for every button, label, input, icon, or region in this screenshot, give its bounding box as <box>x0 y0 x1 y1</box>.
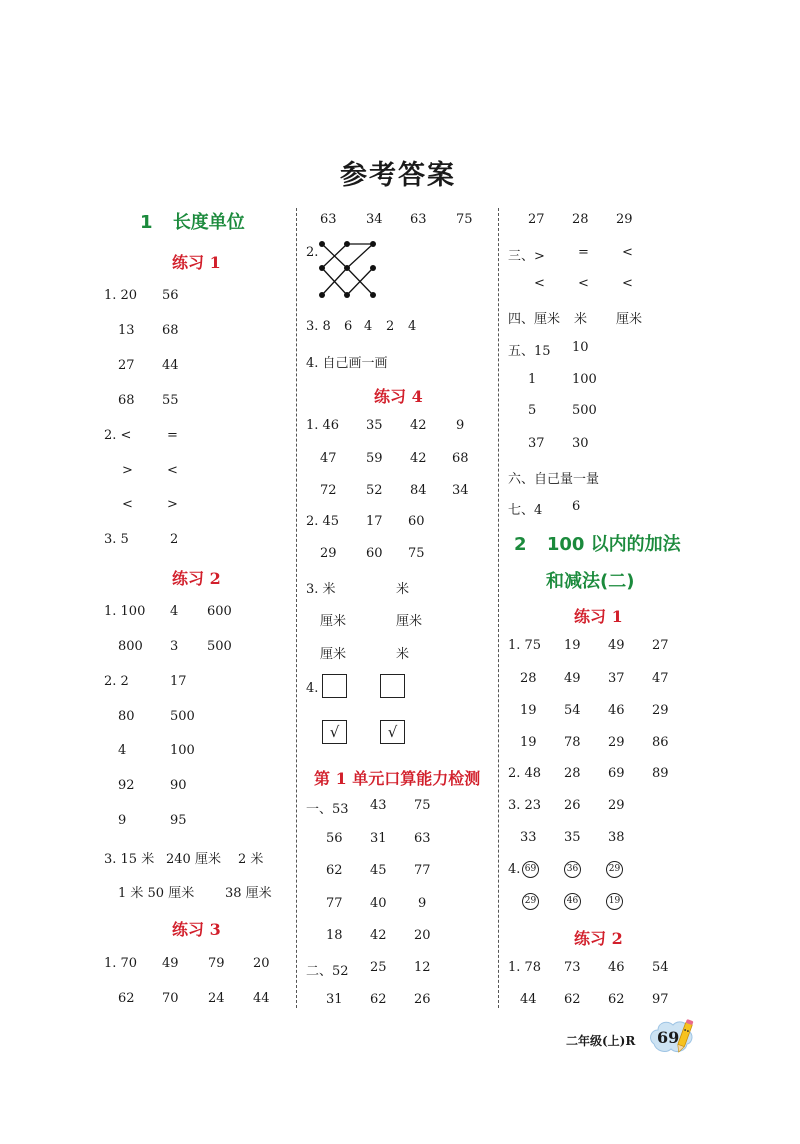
answer-text: < <box>167 463 178 478</box>
answer-text: 27 <box>118 358 135 373</box>
answer-text: 三、> <box>508 249 545 264</box>
answer-text: 4 <box>118 743 127 758</box>
answer-text: 四、厘米 <box>508 312 561 327</box>
answer-text: 4 <box>364 319 373 334</box>
answer-text: 1. 20 <box>104 288 138 303</box>
dot <box>344 241 350 247</box>
answer-text: 240 厘米 <box>166 852 221 867</box>
answer-text: 95 <box>170 813 187 828</box>
answer-text: 49 <box>162 956 179 971</box>
answer-box <box>380 720 405 744</box>
column-divider <box>296 208 297 1008</box>
answer-text: 62 <box>564 992 581 1007</box>
answer-text: 20 <box>253 956 270 971</box>
unit-2-heading <box>514 530 681 556</box>
answer-text: 9 <box>456 418 465 433</box>
answer-text: 29 <box>652 703 669 718</box>
answer-text: 44 <box>520 992 537 1007</box>
answer-box <box>380 674 405 698</box>
grade-label: 二年级(上)R <box>566 1034 636 1048</box>
answer-text: 27 <box>528 212 545 227</box>
dot <box>319 292 325 298</box>
answer-text: 2 米 <box>238 852 264 867</box>
check-box: √ <box>380 720 405 744</box>
answer-text: 2. 45 <box>306 514 340 529</box>
answer-text: 2. < <box>104 428 132 443</box>
unit-1-heading <box>140 208 245 234</box>
answer-text: 26 <box>414 992 431 1007</box>
answer-text: 3. 15 米 <box>104 852 155 867</box>
answer-text: 19 <box>520 703 537 718</box>
answer-text: 米 <box>396 647 410 662</box>
circled-row <box>522 892 648 910</box>
section-heading: 练习 1 <box>574 607 623 626</box>
answer-text: 1. 70 <box>104 956 138 971</box>
circled-number: 29 <box>522 893 539 910</box>
answer-text: 30 <box>572 436 589 451</box>
answer-text: 52 <box>366 483 383 498</box>
answer-text: 28 <box>572 212 589 227</box>
answer-text: 70 <box>162 991 179 1006</box>
answer-text: 800 <box>118 639 143 654</box>
answer-text: 1 <box>528 372 537 387</box>
answer-text: 17 <box>366 514 383 529</box>
answer-text: 1. 78 <box>508 960 542 975</box>
answer-text: 63 <box>414 831 431 846</box>
answer-text: 9 <box>118 813 127 828</box>
answer-text: 54 <box>652 960 669 975</box>
answer-text: 2 <box>386 319 395 334</box>
answer-text: < <box>578 276 589 291</box>
answer-text: > <box>122 463 133 478</box>
answer-text: 26 <box>564 798 581 813</box>
answer-text: 米 <box>574 312 588 327</box>
answer-text: 37 <box>608 671 625 686</box>
answer-text: 4 <box>170 604 179 619</box>
answer-text: 49 <box>608 638 625 653</box>
answer-text: 49 <box>564 671 581 686</box>
answer-text: = <box>578 245 589 260</box>
answer-text: 63 <box>320 212 337 227</box>
answer-text: 500 <box>170 709 195 724</box>
dot <box>370 292 376 298</box>
answer-text: 1. 100 <box>104 604 146 619</box>
answer-text: 68 <box>162 323 179 338</box>
answer-text: 60 <box>366 546 383 561</box>
answer-text: 六、自己量一量 <box>508 472 600 487</box>
answer-text: 31 <box>370 831 387 846</box>
answer-text: 9 <box>418 896 427 911</box>
dot <box>319 265 325 271</box>
dot <box>344 265 350 271</box>
answer-text: 3 <box>170 639 179 654</box>
answer-text: = <box>167 428 178 443</box>
answer-text: 47 <box>652 671 669 686</box>
answer-text: 38 <box>608 830 625 845</box>
answer-text: 69 <box>608 766 625 781</box>
answer-text: 92 <box>118 778 135 793</box>
section-heading: 练习 1 <box>172 253 221 272</box>
answer-text: 77 <box>414 863 431 878</box>
answer-text: 4. <box>508 862 521 877</box>
answer-text: 42 <box>370 928 387 943</box>
answer-text: 13 <box>118 323 135 338</box>
column-divider <box>498 208 499 1008</box>
answer-text: 68 <box>452 451 469 466</box>
circled-number: 69 <box>522 861 539 878</box>
empty-box <box>322 674 347 698</box>
answer-text: 100 <box>572 372 597 387</box>
unit-1-number: 1 <box>140 212 153 233</box>
answer-text: < <box>622 276 633 291</box>
circled-number: 19 <box>606 893 623 910</box>
answer-text: 62 <box>370 992 387 1007</box>
check-box: √ <box>322 720 347 744</box>
answer-text: 2. 2 <box>104 674 129 689</box>
answer-text: 厘米 <box>396 614 423 629</box>
circled-number: 36 <box>564 861 581 878</box>
answer-text: 19 <box>520 735 537 750</box>
answer-text: 73 <box>564 960 581 975</box>
section-heading: 练习 2 <box>574 929 623 948</box>
answer-text: 12 <box>414 960 431 975</box>
answer-text: 97 <box>652 992 669 1007</box>
answer-text: 4. <box>306 681 319 696</box>
circled-row <box>522 860 648 878</box>
dot <box>319 241 325 247</box>
answer-text: 62 <box>608 992 625 1007</box>
answer-text: 27 <box>652 638 669 653</box>
answer-text: 厘米 <box>616 312 643 327</box>
answer-text: 3. 23 <box>508 798 542 813</box>
answer-text: 80 <box>118 709 135 724</box>
dot <box>344 292 350 298</box>
answer-text: 68 <box>118 393 135 408</box>
answer-text: 4 <box>408 319 417 334</box>
answer-text: 1. 75 <box>508 638 542 653</box>
answer-text: 56 <box>326 831 343 846</box>
answer-text: 75 <box>414 798 431 813</box>
answer-text: 89 <box>652 766 669 781</box>
answer-text: 90 <box>170 778 187 793</box>
answer-text: < <box>122 497 133 512</box>
answer-text: 59 <box>366 451 383 466</box>
answer-text: 10 <box>572 340 589 355</box>
page-title: 参考答案 <box>340 160 456 191</box>
answer-text: 3. 米 <box>306 582 336 597</box>
answer-text: 1 米 50 厘米 <box>118 886 195 901</box>
answer-text: 33 <box>520 830 537 845</box>
answer-text: 42 <box>410 451 427 466</box>
dot <box>370 241 376 247</box>
answer-text: 34 <box>452 483 469 498</box>
answer-text: 2 <box>170 532 179 547</box>
answer-text: 4. 自己画一画 <box>306 356 388 371</box>
match-line <box>347 244 373 268</box>
answer-text: 62 <box>326 863 343 878</box>
section-heading: 练习 3 <box>172 920 221 939</box>
circled-number: 46 <box>564 893 581 910</box>
answer-text: 46 <box>608 960 625 975</box>
answer-text: 七、4 <box>508 503 543 518</box>
answer-text: 一、53 <box>306 802 349 817</box>
answer-text: 100 <box>170 743 195 758</box>
answer-text: 75 <box>408 546 425 561</box>
section-heading: 练习 4 <box>374 387 423 406</box>
answer-text: 79 <box>208 956 225 971</box>
answer-text: 29 <box>608 735 625 750</box>
answer-text: 6 <box>572 499 581 514</box>
answer-box <box>322 720 347 744</box>
unit-2-name: 100 以内的加法 <box>546 534 681 555</box>
answer-text: 44 <box>162 358 179 373</box>
page-number: 69 <box>657 1028 680 1047</box>
answer-text: 米 <box>396 582 410 597</box>
answer-text: 2. 48 <box>508 766 542 781</box>
section-heading: 第 1 单元口算能力检测 <box>314 769 481 788</box>
answer-text: 厘米 <box>320 647 347 662</box>
answer-text: 38 厘米 <box>225 886 272 901</box>
answer-text: 600 <box>207 604 232 619</box>
answer-text: 厘米 <box>320 614 347 629</box>
answer-text: 40 <box>370 896 387 911</box>
answer-text: 77 <box>326 896 343 911</box>
answer-text: 3. 5 <box>104 532 129 547</box>
answer-text: 35 <box>366 418 383 433</box>
answer-text: > <box>167 497 178 512</box>
answer-text: 24 <box>208 991 225 1006</box>
answer-text: 86 <box>652 735 669 750</box>
answer-text: 60 <box>408 514 425 529</box>
answer-text: 55 <box>162 393 179 408</box>
answer-text: 35 <box>564 830 581 845</box>
answer-text: < <box>534 276 545 291</box>
answer-text: 2. <box>306 245 319 260</box>
answer-text: 54 <box>564 703 581 718</box>
answer-text: 五、15 <box>508 344 551 359</box>
answer-box <box>322 674 347 698</box>
answer-text: 17 <box>170 674 187 689</box>
answer-text: 75 <box>456 212 473 227</box>
empty-box <box>380 674 405 698</box>
answer-text: 25 <box>370 960 387 975</box>
answer-text: 63 <box>410 212 427 227</box>
answer-text: 47 <box>320 451 337 466</box>
answer-text: 500 <box>207 639 232 654</box>
answer-text: 29 <box>608 798 625 813</box>
circled-number: 29 <box>606 861 623 878</box>
answer-text: 46 <box>608 703 625 718</box>
dot-matching-diagram <box>316 238 380 306</box>
unit-2-name-line-2: 和减法(二) <box>546 571 635 592</box>
answer-text: < <box>622 245 633 260</box>
answer-text: 44 <box>253 991 270 1006</box>
unit-2-number: 2 <box>514 534 527 555</box>
answer-text: 43 <box>370 798 387 813</box>
answer-text: 37 <box>528 436 545 451</box>
dot <box>370 265 376 271</box>
answer-text: 62 <box>118 991 135 1006</box>
answer-text: 28 <box>564 766 581 781</box>
answer-text: 31 <box>326 992 343 1007</box>
section-heading: 练习 2 <box>172 569 221 588</box>
answer-text: 1. 46 <box>306 418 340 433</box>
answer-text: 42 <box>410 418 427 433</box>
answer-text: 34 <box>366 212 383 227</box>
answer-text: 20 <box>414 928 431 943</box>
unit-1-name: 长度单位 <box>172 212 245 233</box>
answer-text: 28 <box>520 671 537 686</box>
answer-text: 84 <box>410 483 427 498</box>
answer-text: 72 <box>320 483 337 498</box>
answer-text: 3. 8 <box>306 319 331 334</box>
answer-text: 29 <box>320 546 337 561</box>
answer-text: 5 <box>528 403 537 418</box>
answer-text: 56 <box>162 288 179 303</box>
answer-text: 6 <box>344 319 353 334</box>
answer-text: 45 <box>370 863 387 878</box>
answer-text: 18 <box>326 928 343 943</box>
answer-text: 29 <box>616 212 633 227</box>
answer-text: 78 <box>564 735 581 750</box>
answer-text: 19 <box>564 638 581 653</box>
answer-text: 500 <box>572 403 597 418</box>
answer-text: 二、52 <box>306 964 349 979</box>
